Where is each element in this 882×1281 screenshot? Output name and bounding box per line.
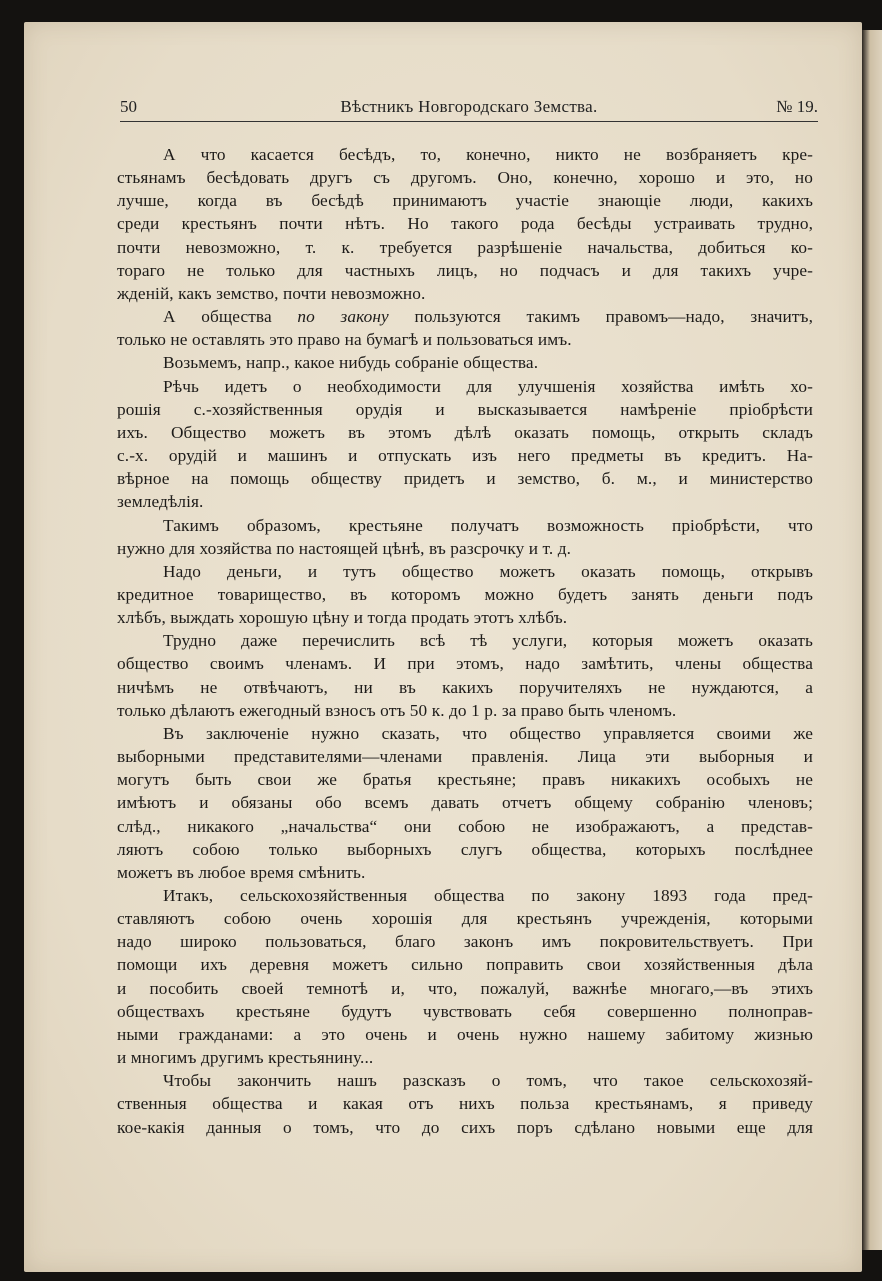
text-line: и многимъ другимъ крестьянину... xyxy=(117,1048,374,1068)
text-line: Такимъ образомъ, крестьяне получатъ возможность пріобрѣсти, что xyxy=(163,515,813,535)
text-line: вѣрное на помощь обществу придетъ и земство, б. м., и министерство xyxy=(117,469,813,489)
text-line: стьянамъ бесѣдовать другъ съ другомъ. Оно, конечно, хорошо и это, но xyxy=(117,168,813,188)
paragraph xyxy=(117,884,813,1069)
text-line: А что касается бесѣдъ, то, конечно, никто не возбраняетъ кре- xyxy=(163,145,813,164)
text-line: ляютъ собою только выборныхъ слугъ общества, которыхъ послѣднее xyxy=(117,839,813,859)
text-line: почти невозможно, т. к. требуется разрѣшеніе начальства, добиться ко- xyxy=(117,237,813,257)
text-line: кое-какія данныя о томъ, что до сихъ поръ сдѣлано новыми еще для xyxy=(117,1117,813,1137)
text-line: ничѣмъ не отвѣчаютъ, ни въ какихъ поручителяхъ не нуждаются, а xyxy=(117,677,813,697)
paragraph xyxy=(117,1069,813,1138)
text-line: ными гражданами: а это очень и очень нужно нашему забитому жизнью xyxy=(117,1024,813,1044)
text-line: Въ заключеніе нужно сказать, что общество управляется своими же xyxy=(163,723,813,743)
next-page-edge xyxy=(862,30,882,1250)
text-line: земледѣлія. xyxy=(117,492,204,512)
text-line: Трудно даже перечислить всѣ тѣ услуги, которыя можетъ оказать xyxy=(163,631,813,651)
text-line: Итакъ, сельскохозяйственныя общества по закону 1893 года пред- xyxy=(163,886,813,905)
paragraph xyxy=(117,514,813,560)
paragraph xyxy=(117,722,813,884)
text-line: общество своимъ членамъ. И при этомъ, надо замѣтить, члены общества xyxy=(117,654,813,674)
page-number: 50 xyxy=(120,97,137,116)
text-line: кредитное товарищество, въ которомъ можно будетъ занять деньги подъ xyxy=(117,584,813,604)
text-line: имѣютъ и обязаны обо всемъ давать отчетъ общему собранію членовъ; xyxy=(117,793,813,813)
article-text xyxy=(117,143,813,1139)
text-line: тораго не только для частныхъ лицъ, но подчасъ и для такихъ учре- xyxy=(117,260,813,280)
text-line: Чтобы закончить нашъ разсказъ о томъ, что такое сельскохозяй- xyxy=(163,1071,813,1091)
text-line: помощи ихъ деревня можетъ сильно поправить свои хозяйственныя дѣла xyxy=(117,955,813,975)
text-line: слѣд., никакого „начальства“ они собою не изображаютъ, а представ- xyxy=(117,816,813,836)
paragraph xyxy=(117,143,813,305)
text-line: Рѣчь идетъ о необходимости для улучшенія хозяйства имѣть хо- xyxy=(163,376,813,396)
paragraph xyxy=(117,560,813,629)
paragraph xyxy=(117,375,813,514)
text-line: среди крестьянъ почти нѣтъ. Но такого рода бесѣды устраивать трудно, xyxy=(117,214,813,234)
text-line: жденій, какъ земство, почти невозможно. xyxy=(117,283,426,303)
text-line: надо широко пользоваться, благо законъ имъ покровительствуетъ. При xyxy=(117,932,813,952)
text-line: выборными представителями—членами правленія. Лица эти выборныя и xyxy=(117,747,813,767)
text-line: обществахъ крестьяне будутъ чувствовать себя совершенно полноправ- xyxy=(117,1001,813,1021)
text-line: рошія с.-хозяйственныя орудія и высказывается намѣреніе пріобрѣсти xyxy=(117,399,813,419)
text-line: нужно для хозяйства по настоящей цѣнѣ, въ разсрочку и т. д. xyxy=(117,538,572,558)
text-line: Надо деньги, и тутъ общество можетъ оказать помощь, открывъ xyxy=(163,561,813,581)
paragraph xyxy=(117,629,813,722)
text-line: только не оставлять это право на бумагѣ и пользоваться имъ. xyxy=(117,330,572,350)
paragraph xyxy=(117,351,813,374)
text-line: и пособить своей темнотѣ и, что, пожалуй, важнѣе многаго,—въ этихъ xyxy=(117,978,813,998)
text-line: ственныя общества и какая отъ нихъ польза крестьянамъ, я приведу xyxy=(117,1094,813,1114)
journal-title: Вѣстникъ Новгородскаго Земства. xyxy=(340,97,598,116)
running-header xyxy=(120,97,818,123)
text-line: ихъ. Общество можетъ въ этомъ дѣлѣ оказать помощь, открыть складъ xyxy=(117,422,813,442)
text-line: лучше, когда въ бесѣдѣ принимаютъ участіе знающіе люди, какихъ xyxy=(117,191,813,211)
text-line: Возьмемъ, напр., какое нибудь собраніе общества. xyxy=(163,353,539,373)
text-line: хлѣбъ, выждать хорошую цѣну и тогда продать этотъ хлѣбъ. xyxy=(117,608,568,628)
issue-number: № 19. xyxy=(776,97,818,116)
text-line: с.-х. орудій и машинъ и отпускать изъ него предметы въ кредитъ. На- xyxy=(117,446,813,466)
text-line: только дѣлаютъ ежегодный взносъ отъ 50 к. до 1 р. за право быть членомъ. xyxy=(117,700,677,720)
italic-phrase: по закону xyxy=(297,307,389,327)
text-line: ставляютъ собою очень хорошія для крестьянъ учрежденія, которыми xyxy=(117,909,813,929)
text-line: А общества по закону пользуются такимъ правомъ—надо, значитъ, xyxy=(163,307,813,327)
text-line: можетъ въ любое время смѣнить. xyxy=(117,862,366,882)
header-rule xyxy=(120,121,818,122)
paragraph xyxy=(117,305,813,351)
text-line: могутъ быть свои же братья крестьяне; правъ никакихъ особыхъ не xyxy=(117,770,813,790)
